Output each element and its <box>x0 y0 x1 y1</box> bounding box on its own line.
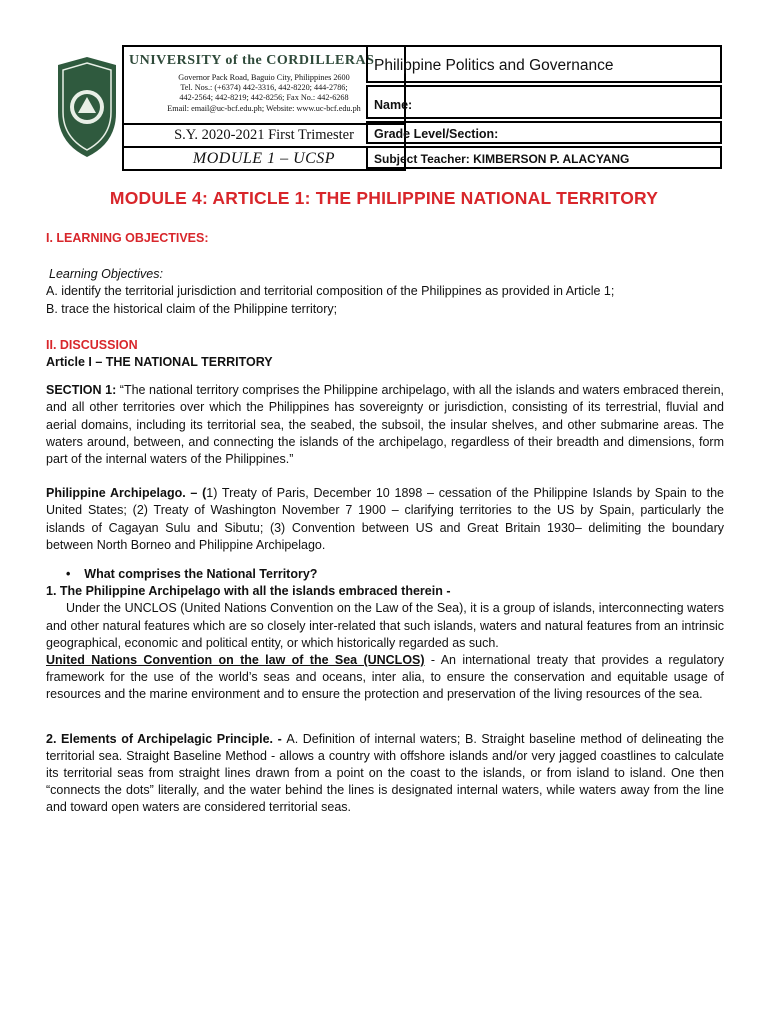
objective-b <box>46 301 724 318</box>
module-title: MODULE 4: ARTICLE 1: THE PHILIPPINE NATIONAL TERRITORY <box>109 188 659 208</box>
article-heading: Article I – THE NATIONAL TERRITORY <box>46 355 273 370</box>
section-1-paragraph <box>46 382 724 468</box>
objective-a-label: A. <box>46 284 58 299</box>
archipelago-paragraph <box>46 485 724 554</box>
university-address <box>124 73 404 114</box>
item-1-heading: 1. The Philippine Archipelago with all the islands embraced therein - <box>46 584 451 599</box>
objectives-heading: I. LEARNING OBJECTIVES: <box>46 231 209 245</box>
objective-a-text: identify the territorial jurisdiction and territorial composition of the Philippines as provided in Article 1; <box>57 284 615 299</box>
item-2-label: 2. Elements of Archipelagic Principle. - <box>46 731 287 746</box>
university-name: UNIVERSITY of the CORDILLERAS <box>129 53 375 68</box>
header-left-panel <box>122 45 404 169</box>
subject-teacher: Subject Teacher: KIMBERSON P. ALACYANG <box>366 146 722 169</box>
objectives-intro: Learning Objectives: <box>49 267 163 282</box>
university-info-box <box>122 45 406 125</box>
item-1-text: Under the UNCLOS (United Nations Convention on the Law of the Sea), it is a group of islands, interconnecting waters and other natural features which are so closely inter-related that such islands, waters and natural features from an intrinsic geographical, economic and political entity, or which historically regarded as such. <box>46 601 724 650</box>
objective-b-label: B. <box>46 301 58 316</box>
university-seal-icon <box>54 55 120 159</box>
document-header <box>44 45 722 169</box>
address-line: Governor Pack Road, Baguio City, Philippines 2600 <box>178 73 350 82</box>
bullet-text: What comprises the National Territory? <box>84 567 318 582</box>
discussion-heading: II. DISCUSSION <box>46 337 138 352</box>
item-2-paragraph <box>46 731 724 817</box>
unclos-label: United Nations Convention on the law of the Sea (UNCLOS) <box>46 653 425 668</box>
archipelago-text: 1) Treaty of Paris, December 10 1898 – cessation of the Philippine Islands by Spain to the United States; (2) Treaty of Washington November 7 1900 – clarifying territories to the US by Spain, particularly the islands of Cagayan Sulu and Sibutu; (3) Convention between US and Great Britain 1930– delimiting the boundary between North Borneo and Philippine Archipelago. <box>46 486 724 552</box>
school-year: S.Y. 2020-2021 First Trimester <box>122 123 406 148</box>
objective-a <box>46 283 724 300</box>
bullet-question <box>46 566 724 583</box>
grade-section-field: Grade Level/Section: <box>366 121 722 144</box>
module-label: MODULE 1 – UCSP <box>122 146 406 171</box>
item-2-text: A. Definition of internal waters; B. Straight baseline method of delineating the territorial sea. Straight Baseline Method - allows a country with offshore islands and/or very jagged coastlines to calculate its territorial seas from straight lines drawn from a point on the coast to the islands, or from island to island. One then “connects the dots” literally, and the water behind the lines is designated internal waters, while waters away from the line and toward open waters are considered territorial seas. <box>46 731 724 815</box>
subject-title: Philippine Politics and Governance <box>366 45 722 83</box>
bullet-dot-icon: • <box>66 567 85 582</box>
archipelago-label: Philippine Archipelago. – ( <box>46 486 207 501</box>
address-line: Email: email@uc-bcf.edu.ph; Website: www.uc-bcf.edu.ph <box>167 103 361 113</box>
document-body <box>46 230 724 817</box>
section-1-label: SECTION 1: <box>46 383 120 398</box>
unclos-paragraph <box>46 652 724 704</box>
unclos-text: - An international treaty that provides a regulatory framework for the use of the world’s seas and oceans, inter alia, to ensure the conservation and equitable usage of resources and the marine environment and to ensure the protection and preservation of the living resources of the sea. <box>46 653 724 702</box>
address-line: 442-2564; 442-8219; 442-8256; Fax No.: 442-6268 <box>179 93 349 103</box>
objective-b-text: trace the historical claim of the Philippine territory; <box>57 301 338 316</box>
address-line: Tel. Nos.: (+6374) 442-3316, 442-8220; 444-2786; <box>180 83 348 93</box>
name-field: Name: <box>366 85 722 119</box>
section-1-text: “The national territory comprises the Philippine archipelago, with all the islands and waters embraced therein, and all other territories over which the Philippines has sovereignty or jurisdiction, consisting of its terrestrial, fluvial and aerial domains, including its territorial sea, the seabed, the subsoil, the insular shelves, and other submarine areas. The waters around, between, and connecting the islands of the archipelago, regardless of their breadth and dimensions, form part of the internal waters of the Philippines.” <box>46 383 724 467</box>
